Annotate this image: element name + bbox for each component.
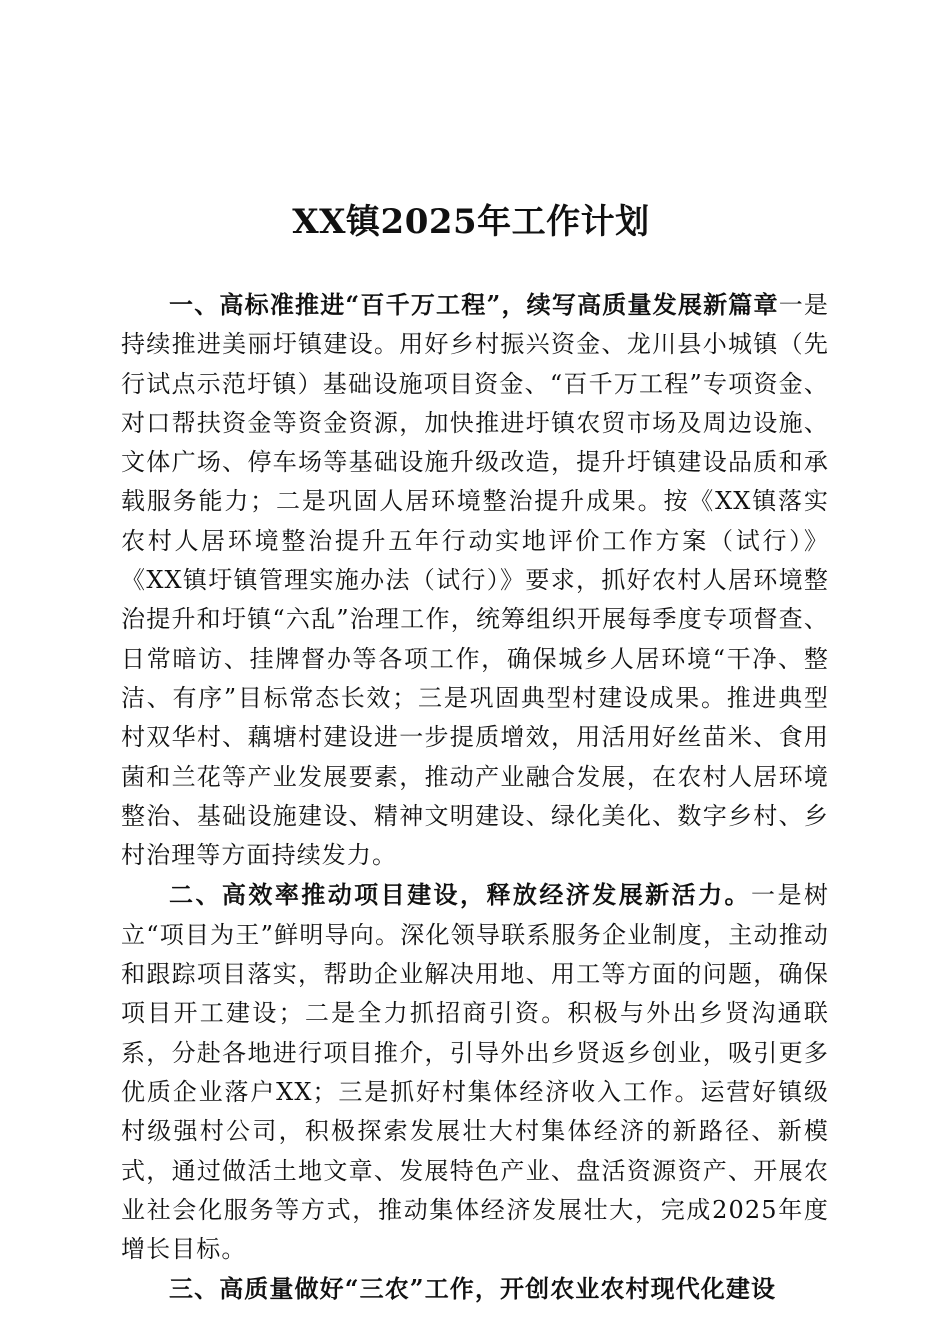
document-body	[121, 285, 829, 1310]
section-2-heading: 二、高效率推动项目建设，释放经济发展新活力。	[169, 880, 751, 910]
section-3-paragraph	[121, 1269, 829, 1309]
section-1-text: 一是持续推进美丽圩镇建设。用好乡村振兴资金、龙川县小城镇（先行试点示范圩镇）基础设施项目资金、“百千万工程”专项资金、对口帮扶资金等资金资源，加快推进圩镇农贸市场及周边设施、文体广场、停车场等基础设施升级改造，提升圩镇建设品质和承载服务能力；二是巩固人居环境整治提升成果。按《XX镇落实农村人居环境整治提升五年行动实地评价工作方案（试行）》《XX镇圩镇管理实施办法（试行）》要求，抓好农村人居环境整治提升和圩镇“六乱”治理工作，统筹组织开展每季度专项督查、日常暗访、挂牌督办等各项工作，确保城乡人居环境“干净、整洁、有序”目标常态长效；三是巩固典型村建设成果。推进典型村双华村、藕塘村建设进一步提质增效，用活用好丝苗米、食用菌和兰花等产业发展要素，推动产业融合发展，在农村人居环境整治、基础设施建设、精神文明建设、绿化美化、数字乡村、乡村治理等方面持续发力。	[121, 291, 830, 870]
section-1-paragraph	[121, 285, 829, 875]
section-2-paragraph	[121, 875, 829, 1269]
section-1-heading: 一、高标准推进“百千万工程”，续写高质量发展新篇章	[169, 290, 779, 319]
document-title: XX镇2025年工作计划	[292, 202, 650, 242]
section-2-text: 一是树立“项目为王”鲜明导向。深化领导联系服务企业制度，主动推动和跟踪项目落实，帮助企业解决用地、用工等方面的问题，确保项目开工建设；二是全力抓招商引资。积极与外出乡贤沟通联系，分赴各地进行项目推介，引导外出乡贤返乡创业，吸引更多优质企业落户XX；三是抓好村集体经济收入工作。运营好镇级村级强村公司，积极探索发展壮大村集体经济的新路径、新模式，通过做活土地文章、发展特色产业、盘活资源资产、开展农业社会化服务等方式，推动集体经济发展壮大，完成2025年度增长目标。	[121, 881, 829, 1264]
section-3-heading: 三、高质量做好“三农”工作，开创农业农村现代化建设	[169, 1274, 777, 1304]
